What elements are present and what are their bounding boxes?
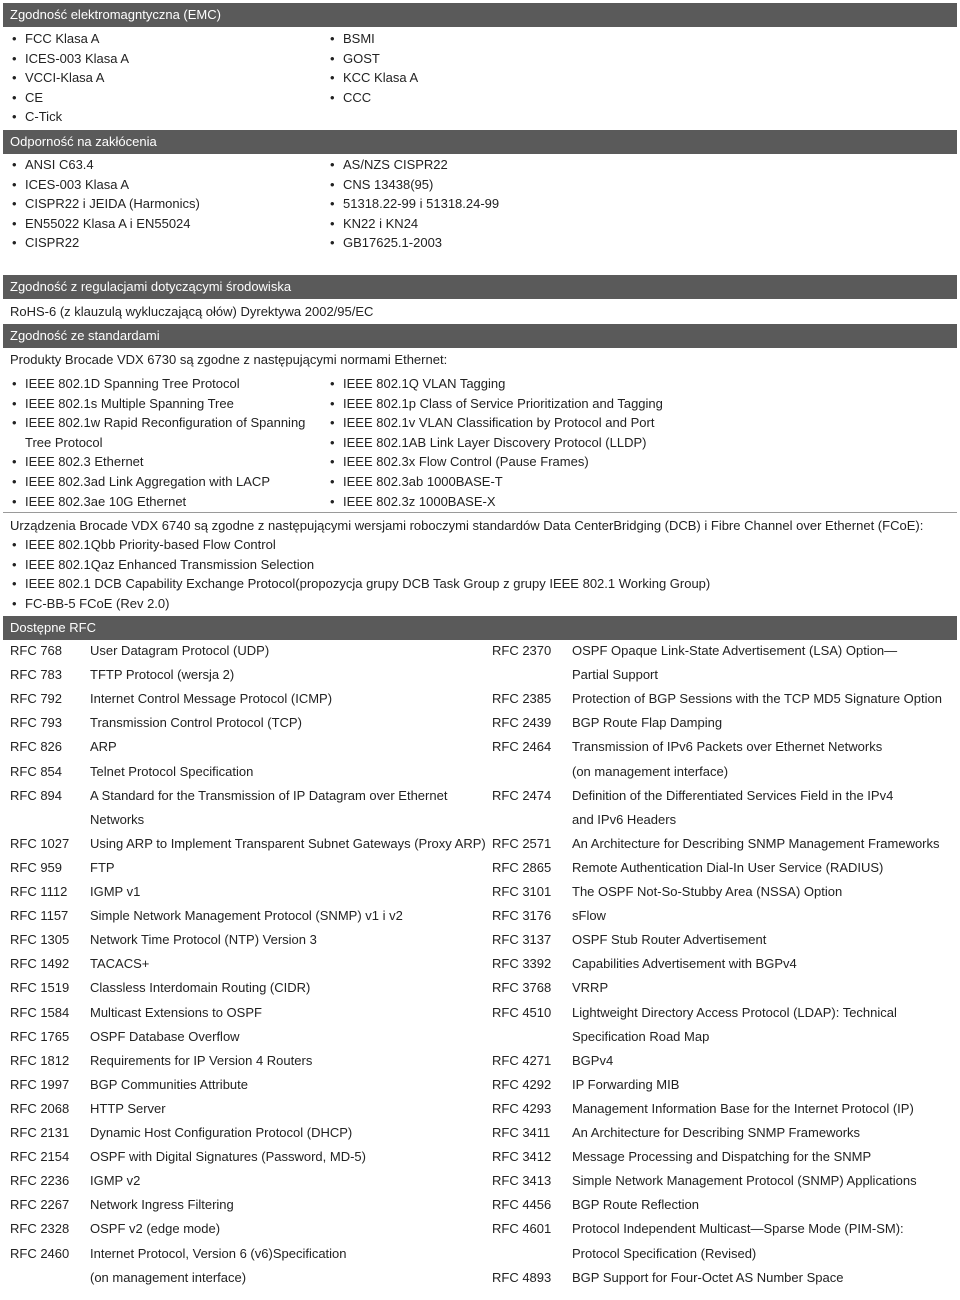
rfc-number: RFC 3411 [492,1125,551,1140]
rfc-description: OSPF Stub Router Advertisement [572,932,767,948]
rfc-number: RFC 768 [10,643,63,658]
rfc-number: RFC 2068 [10,1100,70,1116]
rfc-number: RFC 792 [10,691,63,707]
rfc-description: VRRP [572,980,609,996]
list-item: • IEEE 802.1 DCB Capability Exchange Protocol(propozycja grupy DCB Task Group z grupy IEEE 802.1 Working Group) [10,574,940,594]
rfc-number: RFC 2464 [492,739,552,755]
rfc-description: Internet Protocol, Version 6 (v6)Specification [90,1245,347,1261]
rfc-description: Specification Road Map [572,1028,710,1044]
rfc-description: Capabilities Advertisement with BGPv4 [572,956,797,972]
rfc-number: RFC 2370 [492,643,552,658]
rfc-number: RFC 1157 [10,908,69,924]
list-item: • IEEE 802.3 Ethernet [10,452,320,472]
rfc-description: OSPF Database Overflow [90,1028,240,1044]
rfc-number: RFC 2474 [492,787,552,803]
rfc-description: BGPv4 [572,1052,614,1068]
rfc-number: RFC 4456 [492,1197,552,1213]
rfc-description: Telnet Protocol Specification [90,763,254,779]
rfc-number: RFC 4893 [492,1269,552,1285]
rfc-number: RFC 3412 [492,1149,552,1165]
rfc-number: RFC 3137 [492,932,552,948]
rfc-description: An Architecture for Describing SNMP Frameworks [572,1125,861,1140]
rfc-description: Dynamic Host Configuration Protocol (DHCP) [90,1125,353,1140]
rfc-header: Dostępne RFC [3,616,957,640]
list-item: • IEEE 802.3ae 10G Ethernet [10,492,320,512]
rfc-description: sFlow [572,908,606,924]
standards-header: Zgodność ze standardami [3,324,957,348]
rfc-number: RFC 1112 [10,884,68,899]
rfc-number: RFC 2439 [492,715,552,731]
rfc-description: The OSPF Not-So-Stubby Area (NSSA) Option [572,884,843,899]
list-item: • CE [10,88,310,108]
rfc-number: RFC 1765 [10,1028,70,1044]
list-item: • AS/NZS CISPR22 [328,155,628,175]
rfc-description: Internet Control Message Protocol (ICMP) [90,691,333,707]
rfc-description: An Architecture for Describing SNMP Management Frameworks [572,835,940,851]
rfc-number: RFC 1812 [10,1052,70,1068]
rfc-number: RFC 1997 [10,1076,70,1092]
list-item: • IEEE 802.1v VLAN Classification by Protocol and Port [328,413,728,433]
rfc-description: and IPv6 Headers [572,811,677,827]
rfc-description: Protocol Specification (Revised) [572,1245,757,1261]
rfc-number: RFC 4271 [492,1052,552,1068]
rfc-description: OSPF with Digital Signatures (Password, MD-5) [90,1149,366,1165]
list-item: • GOST [328,49,628,69]
list-item: • FCC Klasa A [10,29,310,49]
emc-list-left [10,29,310,127]
rfc-number: RFC 793 [10,715,63,731]
list-item: • CNS 13438(95) [328,175,628,195]
rfc-number: RFC 2267 [10,1197,70,1213]
rfc-description: IP Forwarding MIB [572,1076,680,1092]
rfc-number: RFC 1519 [10,980,70,996]
rfc-description: Network Time Protocol (NTP) Version 3 [90,932,317,948]
rfc-description: Networks [90,811,145,827]
rfc-description: Using ARP to Implement Transparent Subnet Gateways (Proxy ARP) [90,835,486,851]
rfc-description: Transmission Control Protocol (TCP) [90,715,302,731]
rfc-number: RFC 1584 [10,1004,70,1020]
emc-list-right [328,29,628,107]
rfc-number: RFC 4510 [492,1004,552,1020]
rfc-number: RFC 2865 [492,859,552,875]
list-item: • KCC Klasa A [328,68,628,88]
rfc-description: Transmission of IPv6 Packets over Ethernet Networks [572,739,883,755]
rfc-description: Requirements for IP Version 4 Routers [90,1052,313,1068]
rfc-description: Partial Support [572,667,658,683]
list-item: • ICES-003 Klasa A [10,49,310,69]
rfc-description: OSPF v2 (edge mode) [90,1221,221,1237]
list-item: • IEEE 802.1Qaz Enhanced Transmission Selection [10,555,940,575]
rfc-description: FTP [90,859,115,875]
list-item: • IEEE 802.1Qbb Priority-based Flow Control [10,535,940,555]
list-item: • EN55022 Klasa A i EN55024 [10,214,310,234]
rfc-description: Classless Interdomain Routing (CIDR) [90,980,311,996]
list-item: • IEEE 802.1Q VLAN Tagging [328,374,728,394]
list-item: • C-Tick [10,107,310,127]
rfc-description: (on management interface) [90,1269,247,1285]
rfc-description: HTTP Server [90,1100,166,1116]
list-item: • IEEE 802.1AB Link Layer Discovery Protocol (LLDP) [328,433,728,453]
rfc-number: RFC 783 [10,667,63,683]
environment-header: Zgodność z regulacjami dotyczącymi środowiska [3,275,957,299]
rfc-description: Remote Authentication Dial-In User Service (RADIUS) [572,859,884,875]
rfc-number: RFC 3768 [492,980,552,996]
list-item: • IEEE 802.1p Class of Service Prioritization and Tagging [328,394,728,414]
rfc-number: RFC 826 [10,739,63,755]
rfc-number: RFC 1305 [10,932,70,948]
list-item: • KN22 i KN24 [328,214,628,234]
list-item: • IEEE 802.1w Rapid Reconfiguration of Spanning Tree Protocol [10,413,320,452]
dcb-list [10,535,940,613]
list-item: • CISPR22 [10,233,310,253]
rfc-description: Network Ingress Filtering [90,1197,234,1213]
rfc-number: RFC 894 [10,787,63,803]
rfc-description: User Datagram Protocol (UDP) [90,643,270,658]
list-item: • IEEE 802.3ad Link Aggregation with LACP [10,472,320,492]
rfc-description: IGMP v1 [90,884,141,899]
list-item: • IEEE 802.3x Flow Control (Pause Frames) [328,452,728,472]
list-item: • GB17625.1-2003 [328,233,628,253]
list-item: • BSMI [328,29,628,49]
list-item: • CCC [328,88,628,108]
rfc-number: RFC 3101 [492,884,552,899]
list-item: • IEEE 802.1s Multiple Spanning Tree [10,394,320,414]
rfc-description: Definition of the Differentiated Services Field in the IPv4 [572,787,894,803]
rfc-description: A Standard for the Transmission of IP Datagram over Ethernet [90,787,448,803]
rfc-number: RFC 3176 [492,908,552,924]
immunity-header: Odporność na zakłócenia [3,130,957,154]
rfc-description: BGP Route Flap Damping [572,715,723,731]
emc-header: Zgodność elektromagntyczna (EMC) [3,3,957,27]
rfc-number: RFC 854 [10,763,63,779]
immunity-list-right [328,155,628,253]
rfc-number: RFC 3413 [492,1173,552,1189]
rfc-number: RFC 2571 [492,835,552,851]
rfc-number: RFC 4292 [492,1076,552,1092]
rfc-description: Lightweight Directory Access Protocol (LDAP): Technical [572,1004,897,1020]
list-item: • IEEE 802.3ab 1000BASE-T [328,472,728,492]
rfc-description: Protection of BGP Sessions with the TCP MD5 Signature Option [572,691,942,707]
rfc-description: Message Processing and Dispatching for the SNMP [572,1149,872,1165]
dcb-intro: Urządzenia Brocade VDX 6740 są zgodne z następującymi wersjami roboczymi standardów Data CenterBridging (DCB) i Fibre Channel over Ethernet (FCoE): [10,518,924,533]
rfc-description: (on management interface) [572,763,729,779]
rfc-description: Simple Network Management Protocol (SNMP) Applications [572,1173,917,1189]
rfc-number: RFC 2154 [10,1149,70,1165]
rfc-number: RFC 3392 [492,956,552,972]
list-item: • VCCI-Klasa A [10,68,310,88]
rfc-description: Management Information Base for the Internet Protocol (IP) [572,1100,914,1116]
immunity-list-left [10,155,310,253]
standards-list-right [328,374,728,511]
rfc-description: Multicast Extensions to OSPF [90,1004,262,1020]
list-item: • CISPR22 i JEIDA (Harmonics) [10,194,310,214]
rfc-description: BGP Communities Attribute [90,1076,248,1092]
rfc-number: RFC 1492 [10,956,70,972]
list-item: • IEEE 802.1D Spanning Tree Protocol [10,374,320,394]
rfc-description: TFTP Protocol (wersja 2) [90,667,235,683]
list-item: • ANSI C63.4 [10,155,310,175]
rfc-description: TACACS+ [90,956,150,972]
rfc-number: RFC 4601 [492,1221,552,1237]
rfc-description: ARP [90,739,117,755]
rfc-number: RFC 4293 [492,1100,552,1116]
rfc-number: RFC 2328 [10,1221,70,1237]
list-item: • 51318.22-99 i 51318.24-99 [328,194,628,214]
rfc-description: BGP Support for Four-Octet AS Number Space [572,1269,844,1285]
rfc-description: OSPF Opaque Link-State Advertisement (LSA) Option— [572,643,898,658]
rfc-number: RFC 959 [10,859,63,875]
rfc-description: Protocol Independent Multicast—Sparse Mode (PIM-SM): [572,1221,904,1237]
rfc-number: RFC 2236 [10,1173,70,1189]
list-item: • FC-BB-5 FCoE (Rev 2.0) [10,594,940,614]
rfc-description: Simple Network Management Protocol (SNMP) v1 i v2 [90,908,403,924]
rfc-description: IGMP v2 [90,1173,141,1189]
environment-text: RoHS-6 (z klauzulą wykluczającą ołów) Dyrektywa 2002/95/EC [10,304,374,319]
rfc-number: RFC 2385 [492,691,552,707]
list-item: • IEEE 802.3z 1000BASE-X [328,492,728,512]
standards-intro: Produkty Brocade VDX 6730 są zgodne z następującymi normami Ethernet: [10,352,448,367]
rfc-description: BGP Route Reflection [572,1197,699,1213]
list-item: • ICES-003 Klasa A [10,175,310,195]
rfc-number: RFC 2131 [10,1125,70,1140]
rfc-number: RFC 2460 [10,1245,70,1261]
rfc-number: RFC 1027 [10,835,70,851]
standards-list-left [10,374,320,511]
divider [3,512,957,513]
